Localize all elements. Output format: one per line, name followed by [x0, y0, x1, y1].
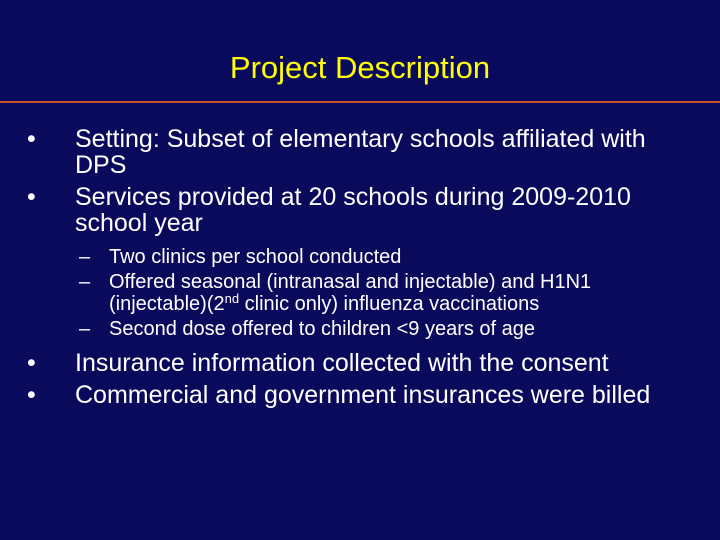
bullet-billing: [0, 382, 720, 408]
bullet-services: [0, 184, 720, 236]
bullet-text: Setting: Subset of elementary schools affiliated with DPS: [75, 125, 646, 179]
subbullet-offered: [0, 271, 720, 315]
bullet-marker: •: [27, 125, 36, 153]
title-divider: [0, 101, 720, 103]
bullet-insurance: [0, 350, 720, 376]
bullet-text: Services provided at 20 schools during 2009-2010 school year: [75, 183, 631, 237]
bullet-marker: •: [27, 183, 36, 211]
bullet-text: Commercial and government insurances were billed: [75, 381, 651, 409]
subbullet-marker: –: [79, 271, 91, 293]
bullet-marker: •: [27, 349, 36, 377]
bullet-marker: •: [27, 381, 36, 409]
subbullet-marker: –: [79, 246, 91, 268]
subbullet-second-dose: [0, 318, 720, 340]
slide-content: [0, 126, 720, 408]
bullet-text: Insurance information collected with the consent: [75, 349, 609, 377]
bullet-setting: [0, 126, 720, 178]
subbullet-text: Second dose offered to children <9 years of age: [109, 318, 536, 340]
ordinal-superscript: nd: [224, 291, 240, 306]
slide-title: Project Description: [229, 50, 491, 85]
subbullet-text-part2: clinic only) influenza vaccinations: [239, 293, 540, 315]
subbullet-text: Two clinics per school conducted: [109, 246, 402, 268]
subbullet-clinics: [0, 246, 720, 268]
subbullet-marker: –: [79, 318, 91, 340]
subbullet-text-part1: Offered seasonal (intranasal and injectable) and H1N1 (injectable)(2: [109, 271, 592, 315]
